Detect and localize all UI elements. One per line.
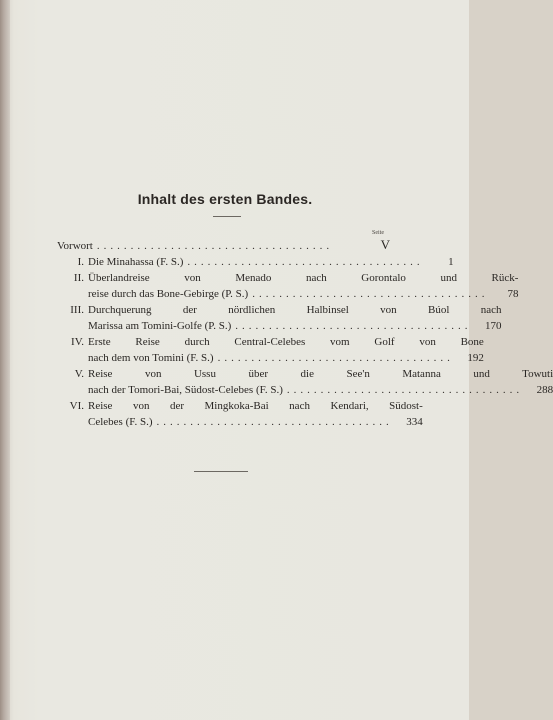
toc-page-number: V bbox=[380, 237, 390, 252]
leader-dots: ................................... bbox=[96, 240, 334, 252]
toc-page-number: 288 bbox=[536, 384, 553, 396]
table-of-contents bbox=[57, 237, 553, 430]
toc-entry bbox=[60, 270, 519, 302]
chapter-number: V. bbox=[74, 368, 84, 380]
toc-entry bbox=[60, 366, 553, 398]
leader-dots: ................................... bbox=[286, 384, 524, 396]
toc-entry-text-continued: nach dem von Tomini (F. S.) bbox=[88, 352, 214, 364]
page-title: Inhalt des ersten Bandes. bbox=[137, 191, 313, 207]
toc-entry-text: Vorwort bbox=[57, 240, 93, 252]
toc-entry bbox=[60, 254, 454, 270]
toc-entry-line bbox=[57, 237, 390, 254]
chapter-number: VI. bbox=[69, 400, 84, 412]
leader-dots: ................................... bbox=[235, 320, 472, 332]
toc-entry-text: Überlandreise von Menado nach Gorontalo und Rück- bbox=[88, 272, 519, 284]
chapter-number: III. bbox=[70, 304, 84, 316]
toc-entry-text: Reise von Ussu über die See'n Matanna und Towuti bbox=[88, 368, 553, 380]
seite-column-header: Seite bbox=[372, 230, 384, 236]
end-divider bbox=[194, 471, 248, 472]
toc-entry bbox=[60, 302, 502, 334]
title-divider bbox=[213, 216, 241, 217]
toc-page-number: 170 bbox=[485, 320, 502, 332]
toc-entry-text-continued: Celebes (F. S.) bbox=[88, 416, 153, 428]
toc-entry bbox=[60, 334, 484, 366]
toc-page-number: 192 bbox=[467, 352, 484, 364]
toc-entry-text-continued: nach der Tomori-Bai, Südost-Celebes (F. S.) bbox=[88, 384, 283, 396]
chapter-number: IV. bbox=[71, 336, 84, 348]
toc-page-number: 334 bbox=[406, 416, 423, 428]
toc-page-number: 78 bbox=[507, 288, 519, 300]
leader-dots: ................................... bbox=[187, 256, 424, 268]
toc-page-number: 1 bbox=[448, 256, 454, 268]
toc-entry-text: Die Minahassa (F. S.) bbox=[88, 256, 184, 268]
toc-entry-text: Erste Reise durch Central-Celebes vom Golf von Bone bbox=[88, 336, 484, 348]
leader-dots: ................................... bbox=[156, 416, 393, 428]
page-spine-shadow bbox=[0, 0, 10, 720]
toc-entry-text: Durchquerung der nördlichen Halbinsel von Búol nach bbox=[88, 304, 502, 316]
chapter-number: I. bbox=[77, 256, 84, 268]
chapter-number: II. bbox=[73, 272, 84, 284]
leader-dots: ................................... bbox=[252, 288, 489, 300]
leader-dots: ................................... bbox=[217, 352, 454, 364]
toc-entry-text-continued: reise durch das Bone-Gebirge (P. S.) bbox=[88, 288, 249, 300]
toc-entry bbox=[57, 237, 390, 254]
toc-entry-text-continued: Marissa am Tomini-Golfe (P. S.) bbox=[88, 320, 232, 332]
toc-entry-text: Reise von der Mingkoka-Bai nach Kendari, Südost- bbox=[88, 400, 423, 412]
toc-entry bbox=[60, 398, 423, 430]
